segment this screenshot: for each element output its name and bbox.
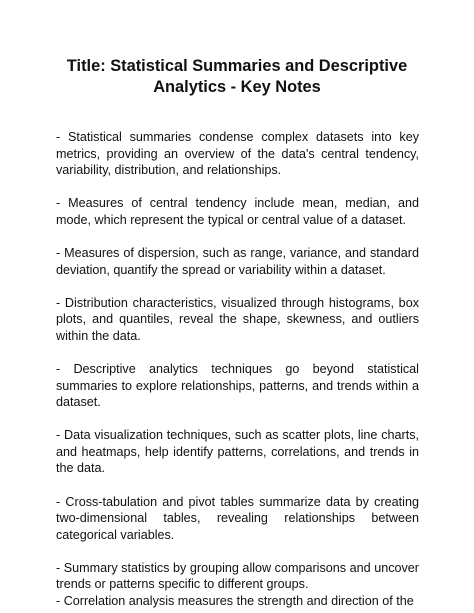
page-title: Title: Statistical Summaries and Descriptive Analytics - Key Notes <box>66 57 408 96</box>
paragraph: - Summary statistics by grouping allow comparisons and uncover trends or patterns specific to different groups. <box>56 560 419 592</box>
document-body <box>56 129 419 610</box>
paragraph: - Cross-tabulation and pivot tables summarize data by creating two-dimensional tables, revealing relationships between categorical variables. <box>56 494 419 542</box>
paragraph: - Measures of dispersion, such as range, variance, and standard deviation, quantify the spread or variability within a dataset. <box>56 245 419 277</box>
paragraph: - Data visualization techniques, such as scatter plots, line charts, and heatmaps, help identify patterns, correlations, and trends in the data. <box>56 428 419 476</box>
paragraph: - Descriptive analytics techniques go beyond statistical summaries to explore relationships, patterns, and trends within a dataset. <box>56 361 419 410</box>
paragraph: - Correlation analysis measures the strength and direction of the <box>56 593 414 608</box>
paragraph: - Measures of central tendency include mean, median, and mode, which represent the typical or central value of a dataset. <box>56 196 419 227</box>
paragraph: - Distribution characteristics, visualized through histograms, box plots, and quantiles, reveal the shape, skewness, and outliers within the data. <box>56 295 419 343</box>
paragraph: - Statistical summaries condense complex datasets into key metrics, providing an overview of the data's central tendency, variability, distribution, and relationships. <box>56 130 419 178</box>
